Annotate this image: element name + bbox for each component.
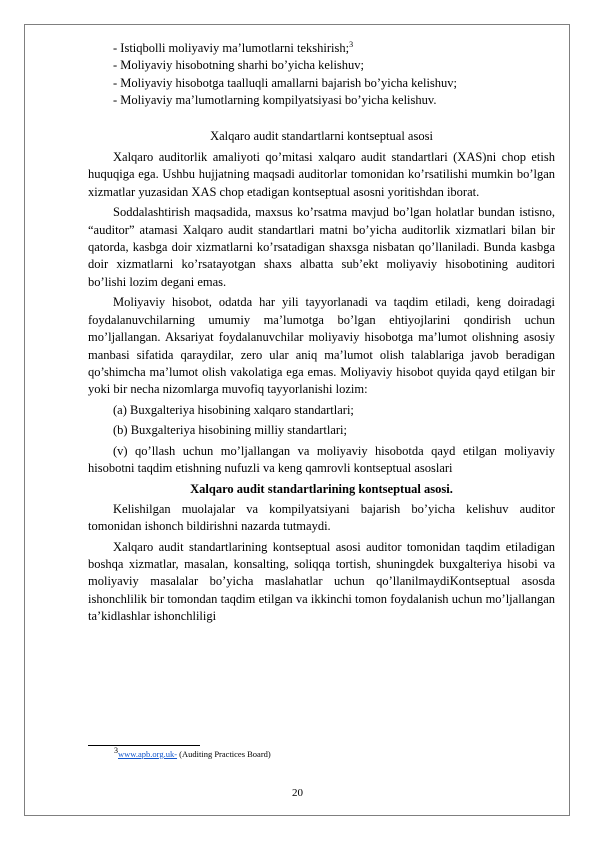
- list-item: - Moliyaviy ma’lumotlarning kompilyatsiyasi bo’yicha kelishuv.: [113, 93, 437, 108]
- document-body: [88, 40, 555, 629]
- bold-section-title: Xalqaro audit standartlarining kontseptual asosi.: [190, 482, 453, 497]
- footnote-divider: [88, 745, 200, 746]
- footnote-text: (Auditing Practices Board): [177, 749, 271, 759]
- page-number: 20: [292, 787, 303, 799]
- footnote-marker: 3: [114, 746, 118, 756]
- list-item: - Istiqbolli moliyaviy ma’lumotlarni tekshirish;$^3$: [113, 39, 354, 55]
- lettered-item: (v) qo’llash uchun mo’ljallangan va moliyaviy hisobotda qayd etilgan moliyaviy hisobotni taqdim etishning nufuzli va keng qamrovli kontseptual asoslari: [88, 443, 555, 475]
- paragraph: Soddalashtirish maqsadida, maxsus ko’rsatma mavjud bo’lgan holatlar bundan istisno, “auditor” atamasi Xalqaro audit standartlari matni bo’yicha auditorlik xizmatlari bilan bir qatorda, kasbga doir xizmatlarni ko’rsatadigan shaxsga nisbatan qo’llaniladi. Bunda kasbga doir xizmatlarni ko’rsatayotgan shaxs albatta sub’ekt moliyaviy hisobotining auditori bo’lishi lozim degani emas.: [88, 205, 555, 289]
- footnote: [114, 746, 271, 759]
- lettered-item: (b) Buxgalteriya hisobining milliy standartlari;: [113, 423, 347, 438]
- footnote-reference: 3: [349, 39, 354, 49]
- section-title: Xalqaro audit standartlarni kontseptual asosi: [210, 128, 433, 143]
- dash-list: [88, 40, 555, 110]
- footnote-link[interactable]: www.apb.org.uk-: [118, 749, 178, 759]
- list-item: - Moliyaviy hisobotning sharhi bo’yicha kelishuv;: [113, 58, 365, 73]
- lettered-item: (a) Buxgalteriya hisobining xalqaro standartlari;: [113, 402, 354, 417]
- paragraph: Xalqaro auditorlik amaliyoti qo’mitasi xalqaro audit standartlari (XAS)ni chop etish huquqiga ega. Ushbu hujjatning maqsadi auditorlar tomonidan ko’rsatilishi mumkin bo’lgan xizmatlar yuzasidan XAS chop etadigan kontseptual asosni yoritishdan iborat.: [88, 150, 555, 199]
- paragraph: Xalqaro audit standartlarining kontseptual asosi auditor tomonidan taqdim etiladigan boshqa xizmatlar, masalan, konsalting, soliqqa tortish, shuningdek buxgalteriya hisobi va moliyaviy masalalar bo’yicha maslahatlar uchun qo’llanilmaydiKontseptual asosda ishonchlilik bir tomondan taqdim etilgan va ikkinchi tomon foydalanish uchun mo’ljallangan ta’kidlashlar ishonchliligi: [88, 539, 555, 624]
- list-item: - Moliyaviy hisobotga taalluqli amallarni bajarish bo’yicha kelishuv;: [113, 75, 458, 90]
- paragraph: Moliyaviy hisobot, odatda har yili tayyorlanadi va taqdim etiladi, keng doiradagi foydalanuvchilarning umumiy ma’lumotga bo’lgan ehtiyojlarini qondirish uchun mo’ljallangan. Aksariyat foydalanuvchilar moliyaviy hisobotga ma’lumot olishning asosiy manbasi sifatida qaraydilar, zero ular aniq ma’lumot olish talablariga javob beradigan qo’shimcha ma’lumot olish vakolatiga ega emas. Moliyaviy hisobot quyida qayd etilgan bir yoki bir necha nizomlarga muvofiq tayyorlanishi lozim:: [88, 295, 555, 397]
- paragraph: Kelishilgan muolajalar va kompilyatsiyani bajarish bo’yicha kelishuv auditor tomonidan ishonch bildirishni nazarda tutmaydi.: [88, 501, 555, 534]
